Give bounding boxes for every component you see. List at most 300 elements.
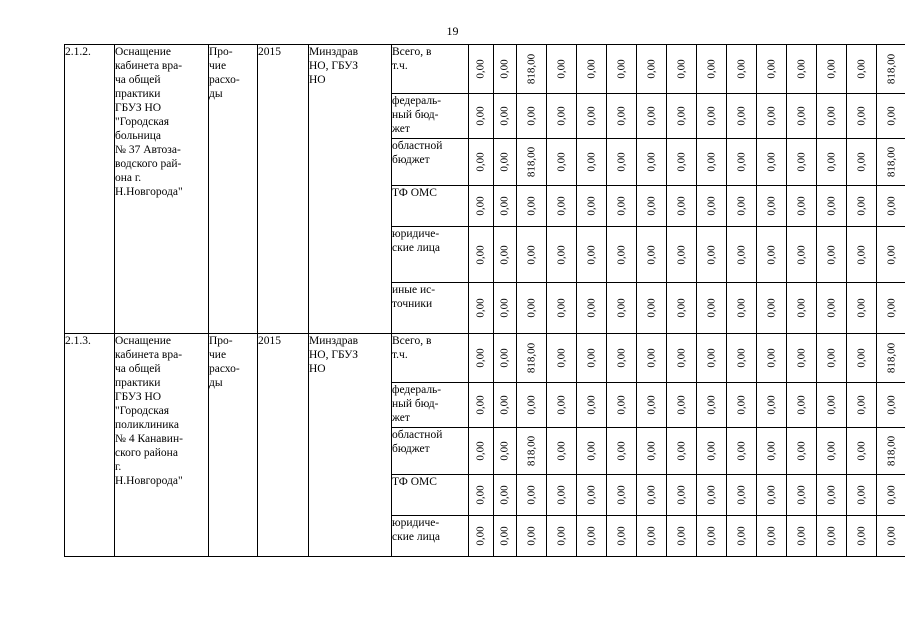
value-text: 0,00 [765, 526, 777, 546]
value-cell [494, 94, 517, 139]
value-cell [697, 516, 727, 557]
value-cell [787, 139, 817, 186]
value-text: 818,00 [525, 342, 537, 374]
value-cell [547, 334, 577, 383]
value-text: 0,00 [474, 298, 487, 318]
value-cell [787, 428, 817, 475]
value-text: 0,00 [735, 395, 747, 415]
funding-source: ТФ ОМС [392, 475, 469, 516]
value-cell [577, 139, 607, 186]
value-cell [577, 283, 607, 334]
section-code: 2.1.2. [65, 45, 115, 334]
value-text: 0,00 [615, 298, 627, 318]
value-text: 0,00 [855, 152, 867, 172]
value-cell [469, 475, 494, 516]
expense-category: Про- чие расхо- ды [209, 334, 258, 557]
funding-source: ТФ ОМС [392, 186, 469, 227]
value-text: 0,00 [795, 526, 807, 546]
value-text: 0,00 [825, 196, 837, 216]
value-cell [637, 283, 667, 334]
value-text: 0,00 [765, 196, 777, 216]
value-cell [469, 186, 494, 227]
section-name: Оснащение кабинета вра- ча общей практики ГБУЗ НО "Городская поликлиника № 4 Канавин- ского района г. Н.Новгорода" [115, 334, 209, 557]
value-text: 0,00 [498, 106, 511, 126]
value-text: 0,00 [498, 348, 511, 368]
value-text: 818,00 [525, 53, 537, 85]
value-text: 0,00 [555, 59, 567, 79]
value-cell [637, 334, 667, 383]
value-text: 0,00 [615, 395, 627, 415]
value-cell [517, 475, 547, 516]
value-text: 0,00 [498, 441, 511, 461]
value-cell [577, 516, 607, 557]
value-cell [817, 516, 847, 557]
value-cell [727, 475, 757, 516]
value-cell [607, 94, 637, 139]
value-cell [757, 45, 787, 94]
value-text: 0,00 [675, 298, 687, 318]
value-cell [757, 383, 787, 428]
value-text: 0,00 [675, 106, 687, 126]
value-cell [547, 475, 577, 516]
value-cell [727, 94, 757, 139]
value-text: 0,00 [555, 485, 567, 505]
value-text: 0,00 [615, 152, 627, 172]
value-cell [517, 283, 547, 334]
value-cell [817, 45, 847, 94]
value-cell [637, 383, 667, 428]
funding-source: иные ис- точники [392, 283, 469, 334]
value-cell [727, 516, 757, 557]
value-cell [667, 186, 697, 227]
value-cell [637, 139, 667, 186]
value-text: 0,00 [825, 106, 837, 126]
value-text: 0,00 [675, 441, 687, 461]
value-text: 0,00 [474, 441, 487, 461]
value-text: 0,00 [555, 196, 567, 216]
value-text: 0,00 [555, 244, 567, 265]
value-cell [577, 334, 607, 383]
value-cell [817, 94, 847, 139]
value-text: 0,00 [474, 485, 487, 505]
value-text: 0,00 [735, 106, 747, 126]
value-cell [877, 139, 905, 186]
value-cell [847, 334, 877, 383]
value-cell [697, 383, 727, 428]
value-cell [817, 475, 847, 516]
value-cell [847, 475, 877, 516]
value-text: 818,00 [525, 435, 537, 467]
value-cell [757, 428, 787, 475]
value-text: 0,00 [795, 441, 807, 461]
value-cell [494, 383, 517, 428]
value-text: 0,00 [585, 526, 597, 546]
value-text: 0,00 [795, 485, 807, 505]
value-text: 0,00 [615, 485, 627, 505]
value-cell [547, 94, 577, 139]
value-text: 0,00 [855, 59, 867, 79]
value-cell [667, 139, 697, 186]
section-year: 2015 [258, 45, 309, 334]
value-text: 0,00 [645, 348, 657, 368]
value-cell [817, 334, 847, 383]
value-cell [877, 45, 905, 94]
value-text: 0,00 [498, 196, 511, 216]
value-cell [877, 383, 905, 428]
funding-source: юридиче- ские лица [392, 227, 469, 283]
value-cell [607, 186, 637, 227]
value-text: 0,00 [525, 196, 537, 216]
value-text: 0,00 [735, 298, 747, 318]
value-cell [667, 45, 697, 94]
value-text: 0,00 [498, 244, 511, 265]
value-text: 0,00 [474, 152, 487, 172]
value-cell [494, 283, 517, 334]
value-cell [494, 45, 517, 94]
value-cell [787, 283, 817, 334]
value-text: 0,00 [765, 106, 777, 126]
value-text: 0,00 [555, 348, 567, 368]
value-text: 818,00 [885, 435, 898, 467]
value-cell [697, 334, 727, 383]
value-cell [469, 227, 494, 283]
value-text: 0,00 [885, 106, 898, 126]
value-cell [637, 428, 667, 475]
value-cell [494, 186, 517, 227]
value-cell [697, 428, 727, 475]
value-text: 0,00 [735, 526, 747, 546]
value-text: 0,00 [498, 152, 511, 172]
value-text: 0,00 [555, 441, 567, 461]
value-cell [637, 516, 667, 557]
value-cell [847, 186, 877, 227]
value-cell [877, 283, 905, 334]
value-text: 0,00 [885, 244, 898, 265]
funding-source: Всего, в т.ч. [392, 45, 469, 94]
value-text: 0,00 [765, 298, 777, 318]
value-text: 0,00 [855, 106, 867, 126]
value-text: 0,00 [474, 395, 487, 415]
value-text: 0,00 [735, 244, 747, 265]
value-cell [547, 383, 577, 428]
value-text: 0,00 [585, 244, 597, 265]
section-name: Оснащение кабинета вра- ча общей практики ГБУЗ НО "Городская больница № 37 Автоза- водского рай- она г. Н.Новгорода" [115, 45, 209, 334]
value-cell [817, 139, 847, 186]
value-text: 0,00 [795, 196, 807, 216]
value-cell [494, 475, 517, 516]
value-text: 0,00 [705, 298, 717, 318]
value-text: 0,00 [474, 59, 487, 79]
value-cell [517, 45, 547, 94]
value-cell [517, 428, 547, 475]
value-cell [727, 428, 757, 475]
value-text: 0,00 [525, 395, 537, 415]
value-cell [667, 334, 697, 383]
value-text: 0,00 [615, 526, 627, 546]
value-cell [697, 94, 727, 139]
value-text: 0,00 [855, 244, 867, 265]
value-text: 0,00 [765, 485, 777, 505]
value-cell [697, 45, 727, 94]
value-text: 0,00 [498, 526, 511, 546]
value-cell [757, 94, 787, 139]
value-text: 0,00 [765, 395, 777, 415]
value-cell [697, 227, 727, 283]
value-cell [667, 283, 697, 334]
value-cell [607, 227, 637, 283]
value-cell [727, 334, 757, 383]
value-cell [517, 383, 547, 428]
value-cell [637, 94, 667, 139]
value-cell [667, 94, 697, 139]
value-text: 0,00 [498, 395, 511, 415]
value-text: 0,00 [885, 526, 898, 546]
value-cell [847, 283, 877, 334]
value-text: 0,00 [615, 244, 627, 265]
value-cell [817, 383, 847, 428]
value-cell [577, 186, 607, 227]
value-text: 0,00 [525, 106, 537, 126]
value-cell [877, 475, 905, 516]
value-text: 818,00 [885, 53, 898, 85]
value-cell [469, 283, 494, 334]
value-text: 0,00 [825, 395, 837, 415]
value-text: 0,00 [705, 152, 717, 172]
value-text: 0,00 [615, 441, 627, 461]
value-text: 0,00 [645, 152, 657, 172]
value-text: 0,00 [735, 441, 747, 461]
value-text: 0,00 [585, 348, 597, 368]
value-text: 0,00 [855, 441, 867, 461]
value-text: 0,00 [705, 244, 717, 265]
value-cell [494, 428, 517, 475]
value-text: 0,00 [555, 106, 567, 126]
value-cell [637, 45, 667, 94]
value-cell [607, 283, 637, 334]
value-cell [547, 428, 577, 475]
value-text: 0,00 [855, 196, 867, 216]
value-cell [787, 94, 817, 139]
value-text: 818,00 [885, 342, 898, 374]
funding-source: юридиче- ские лица [392, 516, 469, 557]
value-cell [577, 227, 607, 283]
value-cell [577, 475, 607, 516]
value-cell [757, 186, 787, 227]
value-text: 0,00 [735, 152, 747, 172]
value-cell [667, 475, 697, 516]
value-text: 0,00 [855, 395, 867, 415]
value-cell [469, 428, 494, 475]
value-cell [877, 428, 905, 475]
value-text: 0,00 [825, 348, 837, 368]
value-cell [547, 283, 577, 334]
value-cell [577, 45, 607, 94]
value-cell [727, 186, 757, 227]
value-text: 0,00 [735, 59, 747, 79]
value-cell [877, 516, 905, 557]
value-cell [494, 334, 517, 383]
section-executor: Минздрав НО, ГБУЗ НО [309, 334, 392, 557]
page-number: 19 [446, 24, 459, 38]
value-text: 0,00 [735, 485, 747, 505]
value-cell [727, 283, 757, 334]
value-cell [517, 94, 547, 139]
value-cell [727, 139, 757, 186]
value-cell [757, 516, 787, 557]
value-text: 0,00 [585, 106, 597, 126]
value-cell [517, 139, 547, 186]
value-cell [847, 45, 877, 94]
value-cell [494, 516, 517, 557]
value-text: 0,00 [705, 526, 717, 546]
value-cell [847, 516, 877, 557]
value-text: 0,00 [555, 526, 567, 546]
value-text: 0,00 [645, 298, 657, 318]
value-text: 0,00 [585, 441, 597, 461]
value-text: 0,00 [675, 526, 687, 546]
value-text: 0,00 [498, 298, 511, 318]
value-cell [667, 428, 697, 475]
value-text: 0,00 [795, 395, 807, 415]
value-text: 0,00 [474, 106, 487, 126]
value-cell [787, 334, 817, 383]
value-text: 0,00 [855, 526, 867, 546]
value-cell [494, 139, 517, 186]
value-text: 0,00 [795, 152, 807, 172]
value-cell [637, 227, 667, 283]
value-text: 0,00 [795, 106, 807, 126]
value-cell [517, 334, 547, 383]
value-cell [697, 139, 727, 186]
budget-table [64, 44, 905, 557]
value-cell [847, 428, 877, 475]
value-text: 818,00 [525, 146, 537, 178]
value-cell [757, 227, 787, 283]
value-text: 0,00 [645, 485, 657, 505]
value-text: 0,00 [705, 485, 717, 505]
table-row [65, 334, 905, 383]
value-text: 0,00 [825, 298, 837, 318]
value-cell [577, 383, 607, 428]
value-text: 0,00 [585, 485, 597, 505]
value-cell [847, 139, 877, 186]
value-text: 0,00 [825, 485, 837, 505]
value-text: 0,00 [675, 196, 687, 216]
value-cell [469, 383, 494, 428]
value-text: 0,00 [795, 244, 807, 265]
value-text: 0,00 [585, 395, 597, 415]
value-cell [667, 516, 697, 557]
value-text: 0,00 [735, 196, 747, 216]
value-cell [757, 334, 787, 383]
value-cell [469, 334, 494, 383]
value-text: 0,00 [765, 441, 777, 461]
value-text: 0,00 [885, 298, 898, 318]
funding-source: областной бюджет [392, 428, 469, 475]
value-text: 0,00 [765, 59, 777, 79]
value-text: 0,00 [885, 395, 898, 415]
value-text: 0,00 [645, 196, 657, 216]
value-text: 0,00 [585, 59, 597, 79]
funding-source: федераль- ный бюд- жет [392, 94, 469, 139]
value-cell [547, 139, 577, 186]
value-cell [787, 186, 817, 227]
value-text: 0,00 [795, 59, 807, 79]
value-cell [547, 186, 577, 227]
value-cell [469, 45, 494, 94]
value-text: 0,00 [645, 59, 657, 79]
expense-category: Про- чие расхо- ды [209, 45, 258, 334]
value-text: 0,00 [885, 485, 898, 505]
value-text: 0,00 [615, 348, 627, 368]
value-cell [757, 283, 787, 334]
value-text: 0,00 [555, 395, 567, 415]
value-text: 0,00 [645, 441, 657, 461]
value-cell [607, 45, 637, 94]
value-text: 0,00 [645, 395, 657, 415]
value-cell [877, 334, 905, 383]
value-cell [547, 516, 577, 557]
value-cell [817, 283, 847, 334]
value-text: 0,00 [645, 106, 657, 126]
value-text: 0,00 [825, 441, 837, 461]
value-text: 0,00 [735, 348, 747, 368]
value-cell [577, 428, 607, 475]
value-cell [607, 139, 637, 186]
value-cell [817, 428, 847, 475]
value-cell [727, 227, 757, 283]
value-text: 0,00 [855, 348, 867, 368]
value-text: 0,00 [525, 244, 537, 265]
value-cell [817, 227, 847, 283]
value-text: 0,00 [615, 59, 627, 79]
funding-source: Всего, в т.ч. [392, 334, 469, 383]
value-text: 0,00 [675, 152, 687, 172]
value-text: 0,00 [645, 244, 657, 265]
value-text: 0,00 [474, 244, 487, 265]
value-text: 0,00 [645, 526, 657, 546]
value-text: 0,00 [795, 298, 807, 318]
value-text: 0,00 [765, 348, 777, 368]
value-text: 0,00 [585, 196, 597, 216]
value-cell [787, 475, 817, 516]
value-cell [667, 227, 697, 283]
value-text: 0,00 [474, 196, 487, 216]
funding-source: федераль- ный бюд- жет [392, 383, 469, 428]
value-text: 0,00 [675, 395, 687, 415]
value-text: 0,00 [498, 485, 511, 505]
value-text: 0,00 [585, 298, 597, 318]
value-text: 0,00 [825, 152, 837, 172]
value-cell [817, 186, 847, 227]
value-cell [469, 516, 494, 557]
value-text: 0,00 [825, 526, 837, 546]
value-cell [517, 227, 547, 283]
value-cell [787, 516, 817, 557]
value-cell [517, 516, 547, 557]
value-cell [667, 383, 697, 428]
value-text: 0,00 [825, 244, 837, 265]
value-text: 0,00 [855, 485, 867, 505]
value-text: 0,00 [585, 152, 597, 172]
value-text: 0,00 [675, 244, 687, 265]
value-cell [877, 227, 905, 283]
value-text: 0,00 [885, 196, 898, 216]
value-text: 0,00 [765, 152, 777, 172]
value-cell [637, 475, 667, 516]
value-cell [517, 186, 547, 227]
value-text: 0,00 [675, 59, 687, 79]
